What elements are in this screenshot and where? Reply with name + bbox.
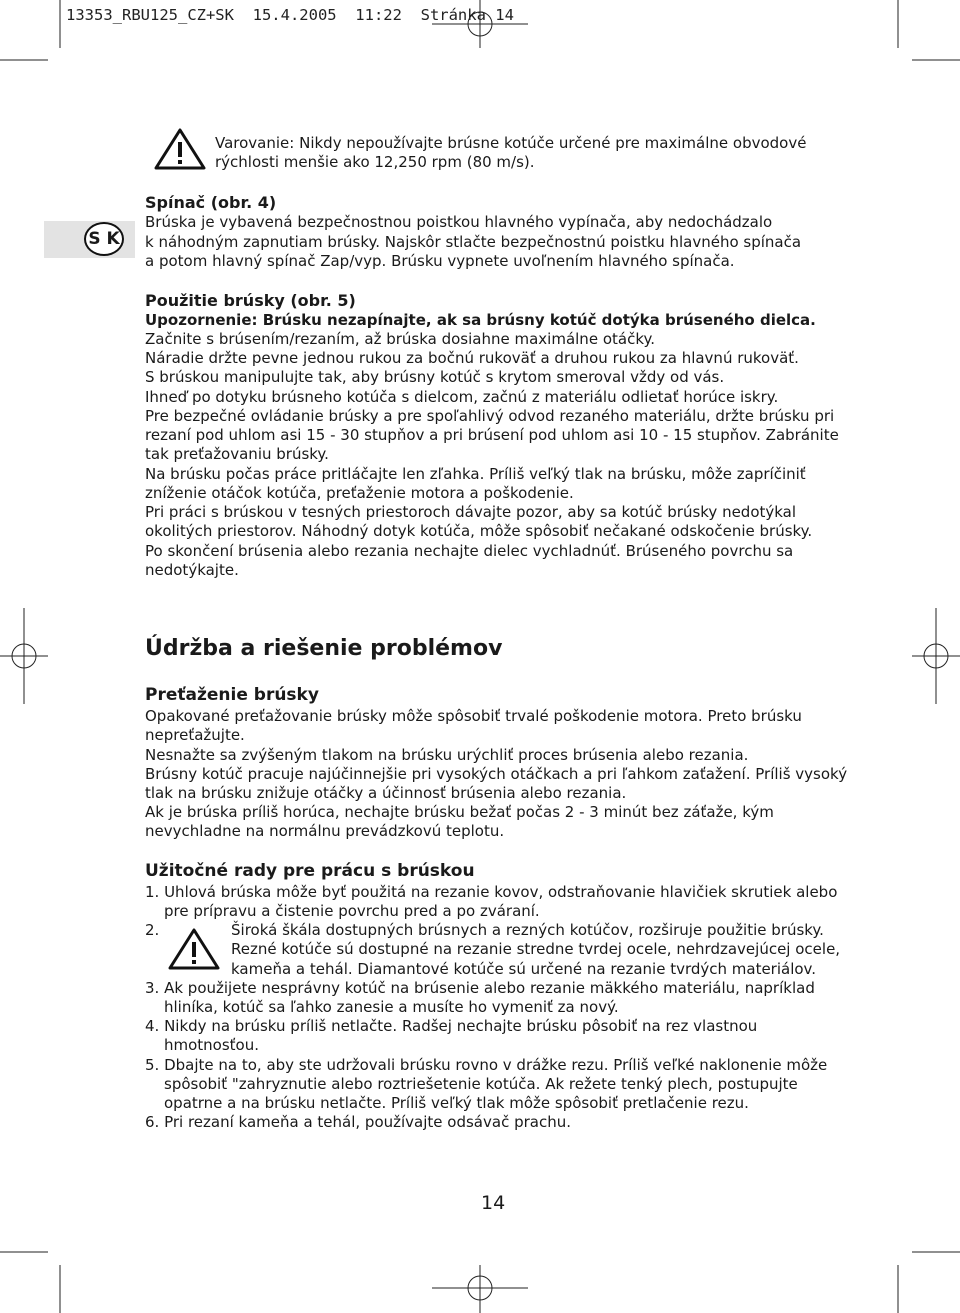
tip-5-line-1: 5. Dbajte na to, aby ste udržovali brúsku rovno v drážke rezu. Príliš veľké naklonenie môže: [145, 1056, 828, 1074]
text-line: k náhodným zapnutiam brúsky. Najskôr stlačte bezpečnostnú poistku hlavného spínača: [145, 233, 802, 251]
tip-3-line-2: hliníka, kotúč sa ľahko zanesie a musíte ho vymeniť za nový.: [164, 998, 619, 1016]
text-line: Náradie držte pevne jednou rukou za bočnú rukoväť a druhou rukou za hlavnú rukoväť.: [145, 349, 799, 367]
text-line: Na brúsku počas práce pritláčajte len zľahka. Príliš veľký tlak na brúsku, môže zapríčiniť: [145, 465, 806, 483]
text-line: S brúskou manipulujte tak, aby brúsny kotúč s krytom smeroval vždy od vás.: [145, 368, 725, 386]
print-slug: 13353_RBU125_CZ+SK 15.4.2005 11:22 Stránka 14: [66, 6, 514, 24]
text-line: Ak je brúska príliš horúca, nechajte brúsku bežať počas 2 - 3 minút bez záťaže, kým: [145, 803, 774, 821]
tip-5-line-3: opatrne a na brúsku netlačte. Príliš veľký tlak môže spôsobiť pretlačenie rezu.: [164, 1094, 749, 1112]
warning-top-line-2: rýchlosti menšie ako 12,250 rpm (80 m/s).: [215, 153, 535, 171]
usage-warning: Upozornenie: Brúsku nezapínajte, ak sa brúsny kotúč dotýka brúseného dielca.: [145, 311, 816, 329]
text-line: nevychladne na normálnu prevádzkovú teplotu.: [145, 822, 505, 840]
tip-5-line-2: spôsobiť "zahryznutie alebo roztriešetenie kotúča. Ak režete tenký plech, postupujte: [164, 1075, 798, 1093]
text-line: Po skončení brúsenia alebo rezania nechajte dielec vychladnúť. Brúseného povrchu sa: [145, 542, 794, 560]
tip-1-line-1: 1. Uhlová brúska môže byť použitá na rezanie kovov, odstraňovanie hlavičiek skrutiek alebo: [145, 883, 838, 901]
text-line: tlak na brúsku znižuje otáčky a účinnosť brúsenia alebo rezania.: [145, 784, 627, 802]
tip-2-line-2: Rezné kotúče sú dostupné na rezanie stredne tvrdej ocele, nehrdzavejúcej ocele,: [231, 940, 841, 958]
warning-icon: [168, 928, 220, 970]
text-line: tak preťažovaniu brúsky.: [145, 445, 329, 463]
text-line: nedotýkajte.: [145, 561, 239, 579]
text-line: a potom hlavný spínač Zap/vyp. Brúsku vypnete uvoľnením hlavného spínača.: [145, 252, 735, 270]
text-line: zníženie otáčok kotúča, preťaženie motora a poškodenie.: [145, 484, 574, 502]
tip-2-line-1: Široká škála dostupných brúsnych a rezných kotúčov, rozširuje použitie brúsky.: [231, 921, 824, 939]
warning-icon: [154, 128, 206, 170]
text-line: okolitých priestorov. Náhodný dotyk kotúča, môže spôsobiť nečakané odskočenie brúsky.: [145, 522, 813, 540]
registration-mark-bottom: [432, 1265, 528, 1313]
registration-mark-right: [912, 608, 960, 704]
chapter-title: Údržba a riešenie problémov: [145, 636, 503, 661]
text-line: Brúsny kotúč pracuje najúčinnejšie pri vysokých otáčkach a pri ľahkom zaťažení. Príliš vysoký: [145, 765, 848, 783]
warning-top-line-1: Varovanie: Nikdy nepoužívajte brúsne kotúče určené pre maximálne obvodové: [215, 134, 807, 152]
text-line: Opakované preťažovanie brúsky môže spôsobiť trvalé poškodenie motora. Preto brúsku: [145, 707, 802, 725]
section-title-usage: Použitie brúsky (obr. 5): [145, 291, 356, 310]
section-title-overload: Preťaženie brúsky: [145, 685, 319, 705]
text-line: Ihneď po dotyku brúsneho kotúča s dielcom, začnú z materiálu odlietať horúce iskry.: [145, 388, 779, 406]
text-line: nepreťažujte.: [145, 726, 245, 744]
text-line: rezaní pod uhlom asi 15 - 30 stupňov a pri brúsení pod uhlom asi 10 - 15 stupňov. Zabránite: [145, 426, 839, 444]
tip-3-line-1: 3. Ak použijete nesprávny kotúč na brúsenie alebo rezanie mäkkého materiálu, napríklad: [145, 979, 815, 997]
language-badge: [84, 222, 124, 256]
tip-1-line-2: pre prípravu a čistenie povrchu pred a po zváraní.: [164, 902, 540, 920]
section-title-tips: Užitočné rady pre prácu s brúskou: [145, 861, 475, 881]
language-badge-label: S K: [88, 229, 120, 249]
tip-2-line-3: kameňa a tehál. Diamantové kotúče sú určené na rezanie tvrdých materiálov.: [231, 960, 817, 978]
tip-6-line-1: 6. Pri rezaní kameňa a tehál, používajte odsávač prachu.: [145, 1113, 571, 1131]
text-line: Brúska je vybavená bezpečnostnou poistkou hlavného vypínača, aby nedochádzalo: [145, 213, 773, 231]
page-number: 14: [481, 1192, 506, 1214]
section-title-switch: Spínač (obr. 4): [145, 193, 277, 212]
tip-4-line-1: 4. Nikdy na brúsku príliš netlačte. Radšej nechajte brúsku pôsobiť na rez vlastnou: [145, 1017, 758, 1035]
tip-2-number: 2.: [145, 921, 160, 939]
registration-mark-left: [0, 608, 48, 704]
text-line: Pri práci s brúskou v tesných priestoroch dávajte pozor, aby sa kotúč brúsky nedotýkal: [145, 503, 797, 521]
text-line: Nesnažte sa zvýšeným tlakom na brúsku urýchliť proces brúsenia alebo rezania.: [145, 746, 749, 764]
text-line: Pre bezpečné ovládanie brúsky a pre spoľahlivý odvod rezaného materiálu, držte brúsku pri: [145, 407, 835, 425]
tip-4-line-2: hmotnosťou.: [164, 1036, 260, 1054]
text-line: Začnite s brúsením/rezaním, až brúska dosiahne maximálne otáčky.: [145, 330, 655, 348]
